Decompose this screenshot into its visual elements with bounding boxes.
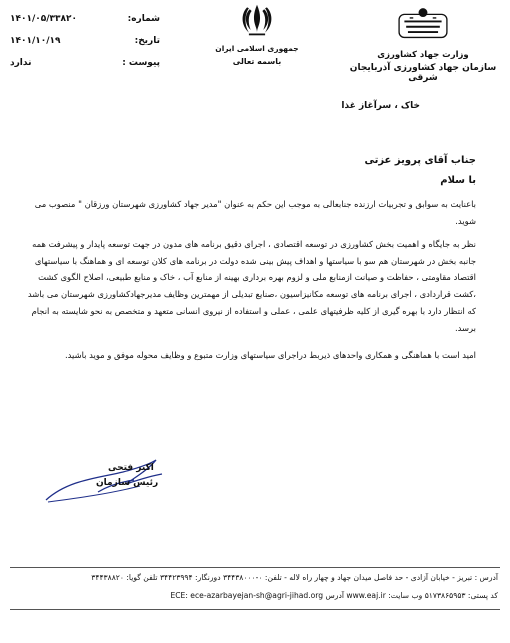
addressee: جناب آقای پرویز عزتی [364,155,476,166]
footer-bottom-divider [10,609,500,610]
body-paragraph-3: امید است با هماهنگی و همکاری واحدهای ذیربط دراجرای سیاستهای وزارت متبوع و وظایف محوله موفق و موید باشید. [64,350,476,360]
date-value: ۱۴۰۱/۱۰/۱۹ [10,36,61,46]
signature-scribble [38,440,238,510]
republic-name: جمهوری اسلامی ایران [215,44,299,53]
date-label: تاریخ: [134,36,160,46]
letter-subject: خاک ، سرآغاز غذا [341,101,420,111]
footer-address: آدرس : تبریز - خیابان آزادی - حد فاصل میدان جهاد و چهار راه لاله - تلفن: ۰-۳۴۴۳۸۰۰۰ دورنگار: ۳۴۴۲۳۹۹۴ تلفن گویا: ۳۴۴۳۸۸۲۰ [91,573,498,582]
organization-name: سازمان جهاد کشاورزی آذربایجان شرقی [349,63,497,83]
organization-block [348,6,498,83]
emblem-block [212,2,302,66]
footer-divider [10,567,500,568]
signer-name: اکبر فتحی [108,463,154,473]
letter-meta [10,8,160,74]
footer-postal: کد پستی: ۵۱۷۳۸۶۵۹۵۳ وب سایت: www.eaj.ir آدرس ECE: ece-azarbayejan-sh@agri-jihad.org [170,591,498,600]
body-paragraph-2: نظر به جایگاه و اهمیت بخش کشاورزی در توسعه اقتصادی ، اجرای دقیق برنامه های مدون در جهت توسعه پایدار و پیشرفت همه جانبه بخش در شهرستان هم سو با سیاستها و اهداف پیش بینی شده دولت در برنامه های کلان توسعه ای و هماهنگ با سیاستهای اقتصاد مقاومتی ، حفاظت و صیانت ازمنابع ملی و لزوم بهره برداری بهینه از منابع آب ، خاک و منابع طبیعی، اصلاح الگوی کشت ،کشت قراردادی ، اجرای برنامه های توسعه مکانیزاسیون ،صنایع تبدیلی از مهمترین وظایف مدیرجهادکشاورزی شهرستان می باشد که انتظار دارد با بهره گیری از کلیه ظرفیتهای علمی ، عملی و استفاده از نیروی انسانی متعهد و متخصص به نحو شایسته به انجام برسد. [27,239,476,333]
number-label: شماره: [127,14,160,24]
number-value: ۱۴۰۱/۰۵/۳۳۸۲۰ [10,14,77,24]
greeting: با سلام [440,175,476,186]
ministry-name: وزارت جهاد کشاورزی [377,50,469,60]
body-paragraph-1: باعنایت به سوابق و تجربیات ارزنده جنابعالی به موجب این حکم به عنوان "مدیر جهاد کشاورزی شهرستان ورزقان " منصوب می شوید. [34,199,476,226]
attachment-value: ندارد [10,58,32,68]
attachment-label: پیوست : [122,58,160,68]
date-row [10,30,160,52]
attachment-row [10,52,160,74]
number-row [10,8,160,30]
salutation [364,151,476,191]
tagline: باسمه تعالی [232,57,282,66]
jihad-keshavarzi-logo-icon [392,6,454,44]
iran-emblem-icon [239,2,275,38]
signer-title: رئیس سازمان [96,478,159,488]
